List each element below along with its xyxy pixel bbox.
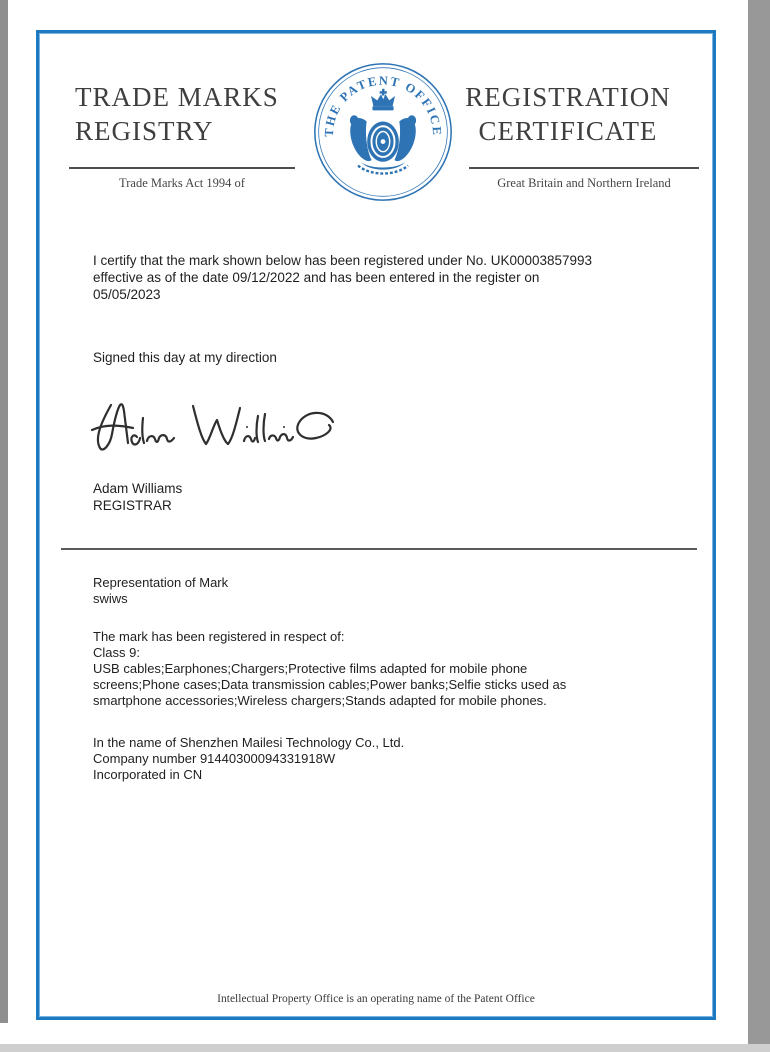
certification-line: effective as of the date 09/12/2022 and has been entered in the register on [93,270,540,285]
goods-block [93,629,566,709]
signed-statement: Signed this day at my direction [93,350,277,365]
footer-text: Intellectual Property Office is an operating name of the Patent Office [217,993,535,1005]
owner-block [93,735,404,783]
shield-icon [367,121,399,161]
certificate-title-line2: CERTIFICATE [478,115,658,146]
left-header-rule [69,167,295,169]
registrar-signature [87,391,342,468]
owner-name-line: In the name of Shenzhen Mailesi Technology Co., Ltd. [93,735,405,750]
section-divider [61,548,697,550]
certification-line: I certify that the mark shown below has been registered under No. UK00003857993 [93,253,593,268]
right-header-subtitle: Great Britain and Northern Ireland [497,176,671,190]
representation-label: Representation of Mark [93,575,229,590]
incorporated-line: Incorporated in CN [93,767,203,782]
signatory-block [93,480,182,514]
goods-line: USB cables;Earphones;Chargers;Protective films adapted for mobile phone [93,661,528,676]
signatory-title: REGISTRAR [93,498,172,513]
certificate-title [449,81,687,149]
goods-line: screens;Phone cases;Data transmission cables;Power banks;Selfie sticks used as [93,677,567,692]
registry-title-line1: TRADE MARKS [75,82,279,112]
registry-title-line2: REGISTRY [75,115,214,146]
left-header-subtitle: Trade Marks Act 1994 of [119,176,245,190]
certificate-title-line1: REGISTRATION [465,82,671,112]
certificate-page [36,30,716,1020]
company-number-line: Company number 91440300094331918W [93,751,336,766]
certification-line: 05/05/2023 [93,287,161,302]
viewer-left-gutter [0,0,8,1023]
registry-title [75,81,279,149]
mark-representation-block [93,575,228,607]
signatory-name: Adam Williams [93,481,183,496]
right-header-rule [469,167,699,169]
patent-office-seal-icon [311,60,455,204]
class-label: Class 9: [93,645,140,660]
respect-label: The mark has been registered in respect of: [93,629,345,644]
mark-name: swiws [93,591,128,606]
viewer-bottom-gutter [0,1044,770,1052]
seal-arc-text: THE PATENT OFFICE [321,73,445,138]
viewer-right-gutter [748,0,770,1045]
certification-statement [93,252,592,303]
goods-line: smartphone accessories;Wireless chargers;Stands adapted for mobile phones. [93,693,547,708]
